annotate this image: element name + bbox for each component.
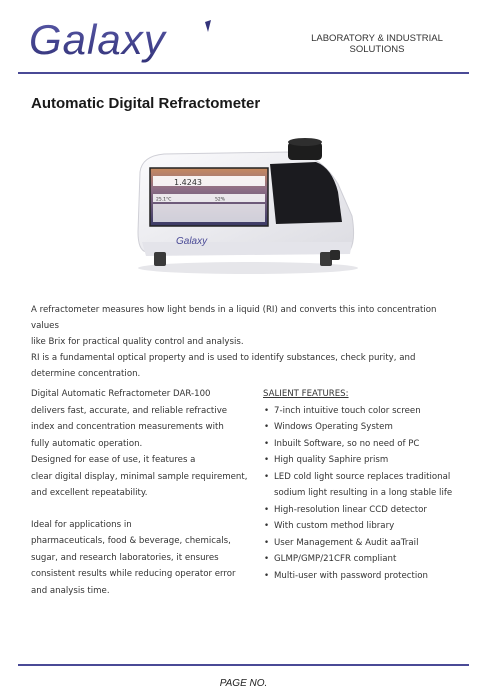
feature-item: • LED cold light source replaces traditional (263, 469, 478, 486)
footer-divider (18, 664, 469, 666)
product-description (31, 386, 256, 599)
feature-item: • User Management & Audit aaTrail (263, 535, 478, 552)
device-foot-left (154, 252, 166, 266)
screen-reading-value: 1.4243 (174, 178, 202, 187)
screen-field-right: 52% (215, 197, 226, 203)
feature-item: • Inbuilt Software, so no need of PC (263, 436, 478, 453)
description-line: delivers fast, accurate, and reliable refractive (31, 405, 228, 416)
feature-item-continuation: sodium light resulting in a long stable life (274, 488, 453, 498)
paragraph-gap (31, 502, 256, 517)
device-logo: Galaxy (176, 236, 208, 247)
tagline-line-2: SOLUTIONS (349, 44, 405, 55)
applications-line: sugar, and research laboratories, it ensures (31, 552, 219, 563)
logo-mark-icon (205, 20, 211, 32)
logo-wordmark: Galaxy (29, 16, 166, 63)
page-title: Automatic Digital Refractometer (31, 95, 261, 112)
features-heading: SALIENT FEATURES: (263, 389, 349, 399)
description-line: clear digital display, minimal sample requirement, (31, 471, 248, 482)
features-list (263, 403, 478, 585)
intro-line-3: RI is a fundamental optical property and is used to identify substances, check purity, and (31, 353, 416, 363)
tagline-line-1: LABORATORY & INDUSTRIAL (311, 33, 443, 44)
header-divider (18, 72, 469, 74)
feature-item: • 7-inch intuitive touch color screen (263, 403, 478, 420)
feature-item: • With custom method library (263, 518, 478, 535)
applications-line: consistent results while reducing operator error (31, 569, 236, 579)
description-line: Digital Automatic Refractometer DAR-100 (31, 389, 211, 399)
feature-item: • Multi-user with password protection (263, 568, 478, 585)
refractometer-product-image (120, 132, 370, 282)
feature-item: • High quality Saphire prism (263, 452, 478, 469)
applications-line: Ideal for applications in (31, 519, 132, 530)
description-line: and excellent repeatability. (31, 488, 148, 498)
side-panel (270, 162, 342, 224)
description-line: fully automatic operation. (31, 438, 143, 449)
intro-line-2: like Brix for practical quality control and analysis. (31, 337, 244, 347)
applications-line: pharmaceuticals, food & beverage, chemicals, (31, 536, 231, 546)
description-line: Designed for ease of use, it features a (31, 455, 196, 465)
intro-line-1: A refractometer measures how light bends in a liquid (RI) and converts this into concentration values (31, 305, 437, 331)
intro-line-4: determine concentration. (31, 369, 141, 379)
page-number-label: PAGE NO. (219, 678, 268, 689)
feature-item: • GLMP/GMP/21CFR compliant (263, 551, 478, 568)
salient-features (263, 386, 478, 584)
company-tagline (292, 33, 462, 55)
intro-text (31, 302, 461, 382)
galaxy-logo (27, 16, 217, 64)
feature-item: • Windows Operating System (263, 419, 478, 436)
description-line: index and concentration measurements with (31, 422, 224, 432)
screen-field-left: 25.1°C (156, 197, 172, 203)
feature-item: • High-resolution linear CCD detector (263, 502, 478, 519)
applications-line: and analysis time. (31, 585, 110, 596)
